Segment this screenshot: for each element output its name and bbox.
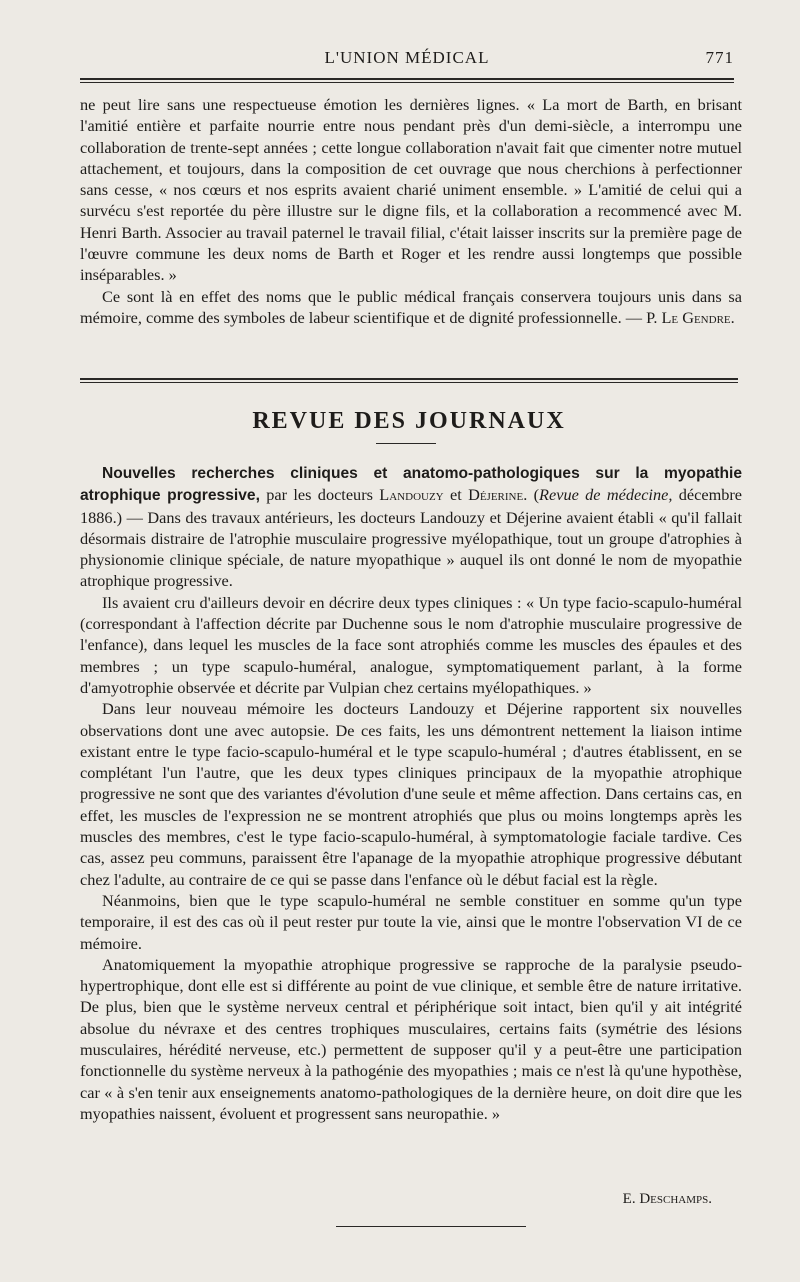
- paragraph: Anatomiquement la myopathie atrophique progressive se rapproche de la paralysie pseudo-hypertrophique, dont elle est si différente au point de vue clinique, et semble être de nature irritative. De plus, bien que le système nerveux central et périphérique soit intact, bien qu'il y ait intégrité absolue du névraxe et des centres trophiques musculaires, certains faits (symétrie des lésions musculaires, hérédité nerveuse, etc.) permettent de supposer qu'il y a peut-être une participation fonctionnelle du système nerveux à la pathogénie des myopathies ; mais ce n'est là qu'une hypothèse, car « à s'en tenir aux enseignements anatomo-pathologiques de la dernière heure, on doit dire que les myopathies naissent, évoluent et progressent sans neuropathie. »: [80, 954, 742, 1123]
- author-name: Déjerine.: [468, 485, 528, 505]
- previous-article-end: [80, 94, 742, 328]
- header-rule-thin: [80, 82, 734, 83]
- journal-title: L'UNION MÉDICAL: [324, 48, 490, 67]
- header-rule: [80, 78, 734, 80]
- paragraph: Néanmoins, bien que le type scapulo-huméral ne semble constituer en somme qu'un type temporaire, il est des cas où il peut rester pur toute la vie, ainsi que le montre l'observation VI de ce mémoire.: [80, 890, 742, 953]
- paragraph: [80, 286, 742, 329]
- section-title: REVUE DES JOURNAUX: [252, 408, 566, 434]
- signature: E. Deschamps.: [622, 1191, 712, 1207]
- running-header: [80, 46, 734, 72]
- paragraph-text: décembre 1886.) — Dans des travaux antérieurs, les docteurs Landouzy et Déjerine avaient établi « qu'il fallait désormais distraire de l'atrophie musculaire progressive myélopathique, tout un groupe d'atrophies à physionomie clinique spéciale, de nature myopathique » auquel ils ont donné le nom de myopathie atrophique progressive.: [80, 485, 743, 591]
- page-number: 771: [705, 48, 734, 67]
- paragraph: ne peut lire sans une respectueuse émotion les dernières lignes. « La mort de Barth, en brisant l'amitié entière et parfaite nourrie entre nous pendant près d'un demi-siècle, a interrompu une collaboration de trente-sept années ; cette longue collaboration n'avait fait que cimenter notre mutuel attachement, et toujours, dans la composition de cet ouvrage que nous cherchions à perfectionner sans cesse, « nos cœurs et nos esprits avaient charié uniment ensemble. » L'amitié de celui qui a survécu s'est reportée du père illustre sur le digne fils, et la collaboration a recommencé avec M. Henri Barth. Associer au travail paternel le travail filial, c'était laisser inscrits sur la première page de l'œuvre commune les deux noms de Barth et Roger et les rendre aussi longtemps que possible inséparables. »: [80, 95, 742, 285]
- text-fragment: et: [443, 485, 469, 505]
- text-fragment: (: [527, 485, 540, 505]
- section-separator-thin: [80, 382, 738, 383]
- article-title: Nouvelles recherches cliniques et anatomo-pathologiques sur la myopathie atrophique progressive,: [80, 465, 742, 505]
- author-name: Le Gendre.: [661, 307, 735, 327]
- paragraph: Dans leur nouveau mémoire les docteurs Landouzy et Déjerine rapportent six nouvelles observations dont une avec autopsie. De ces faits, les uns démontrent nettement la liaison intime existant entre le type facio-scapulo-huméral et le type scapulo-huméral ; d'autres établissent, en se complétant l'un l'autre, que les deux types cliniques principaux de la myopathie atrophique progressive ne sont que des variantes d'évolution d'une seule et même affection. Dans certains cas, en effet, les muscles de l'expression ne se montrent atrophiés que plus ou moins longtemps après les muscles des membres, c'est le type facio-scapulo-huméral, à symptomatologie faciale tardive. Ces cas, assez peu communs, paraissent être l'apanage de la myopathie atrophique progressive débutant chez l'adulte, au contraire de ce qui se passe dans l'enfance où le début facial est la règle.: [80, 699, 742, 889]
- paragraph: Ils avaient cru d'ailleurs devoir en décrire deux types cliniques : « Un type facio-scapulo-huméral (correspondant à l'affection décrite par Duchenne sous le nom d'atrophie musculaire progressive de l'enfance), dans lequel les muscles de la face sont atrophiés comme les muscles des épaules et des membres ; un type scapulo-huméral, analogue, symptomatiquement parlant, à la forme d'amyotrophie observée et décrite par Vulpian chez certains myélopathiques. »: [80, 592, 742, 697]
- author-name: Landouzy: [379, 485, 444, 505]
- paragraph-text: Ce sont là en effet des noms que le public médical français conservera toujours unis dans sa mémoire, comme des symboles de labeur scientifique et de dignité professionnelle. — P.: [80, 286, 742, 327]
- title-underline: [376, 443, 436, 444]
- section-separator: [80, 378, 738, 380]
- article-lead-paragraph: [80, 462, 742, 592]
- journal-review-article: [80, 462, 742, 1124]
- text-fragment: par les docteurs: [259, 485, 380, 505]
- source-journal: Revue de médecine,: [539, 485, 673, 505]
- end-rule: [336, 1226, 526, 1227]
